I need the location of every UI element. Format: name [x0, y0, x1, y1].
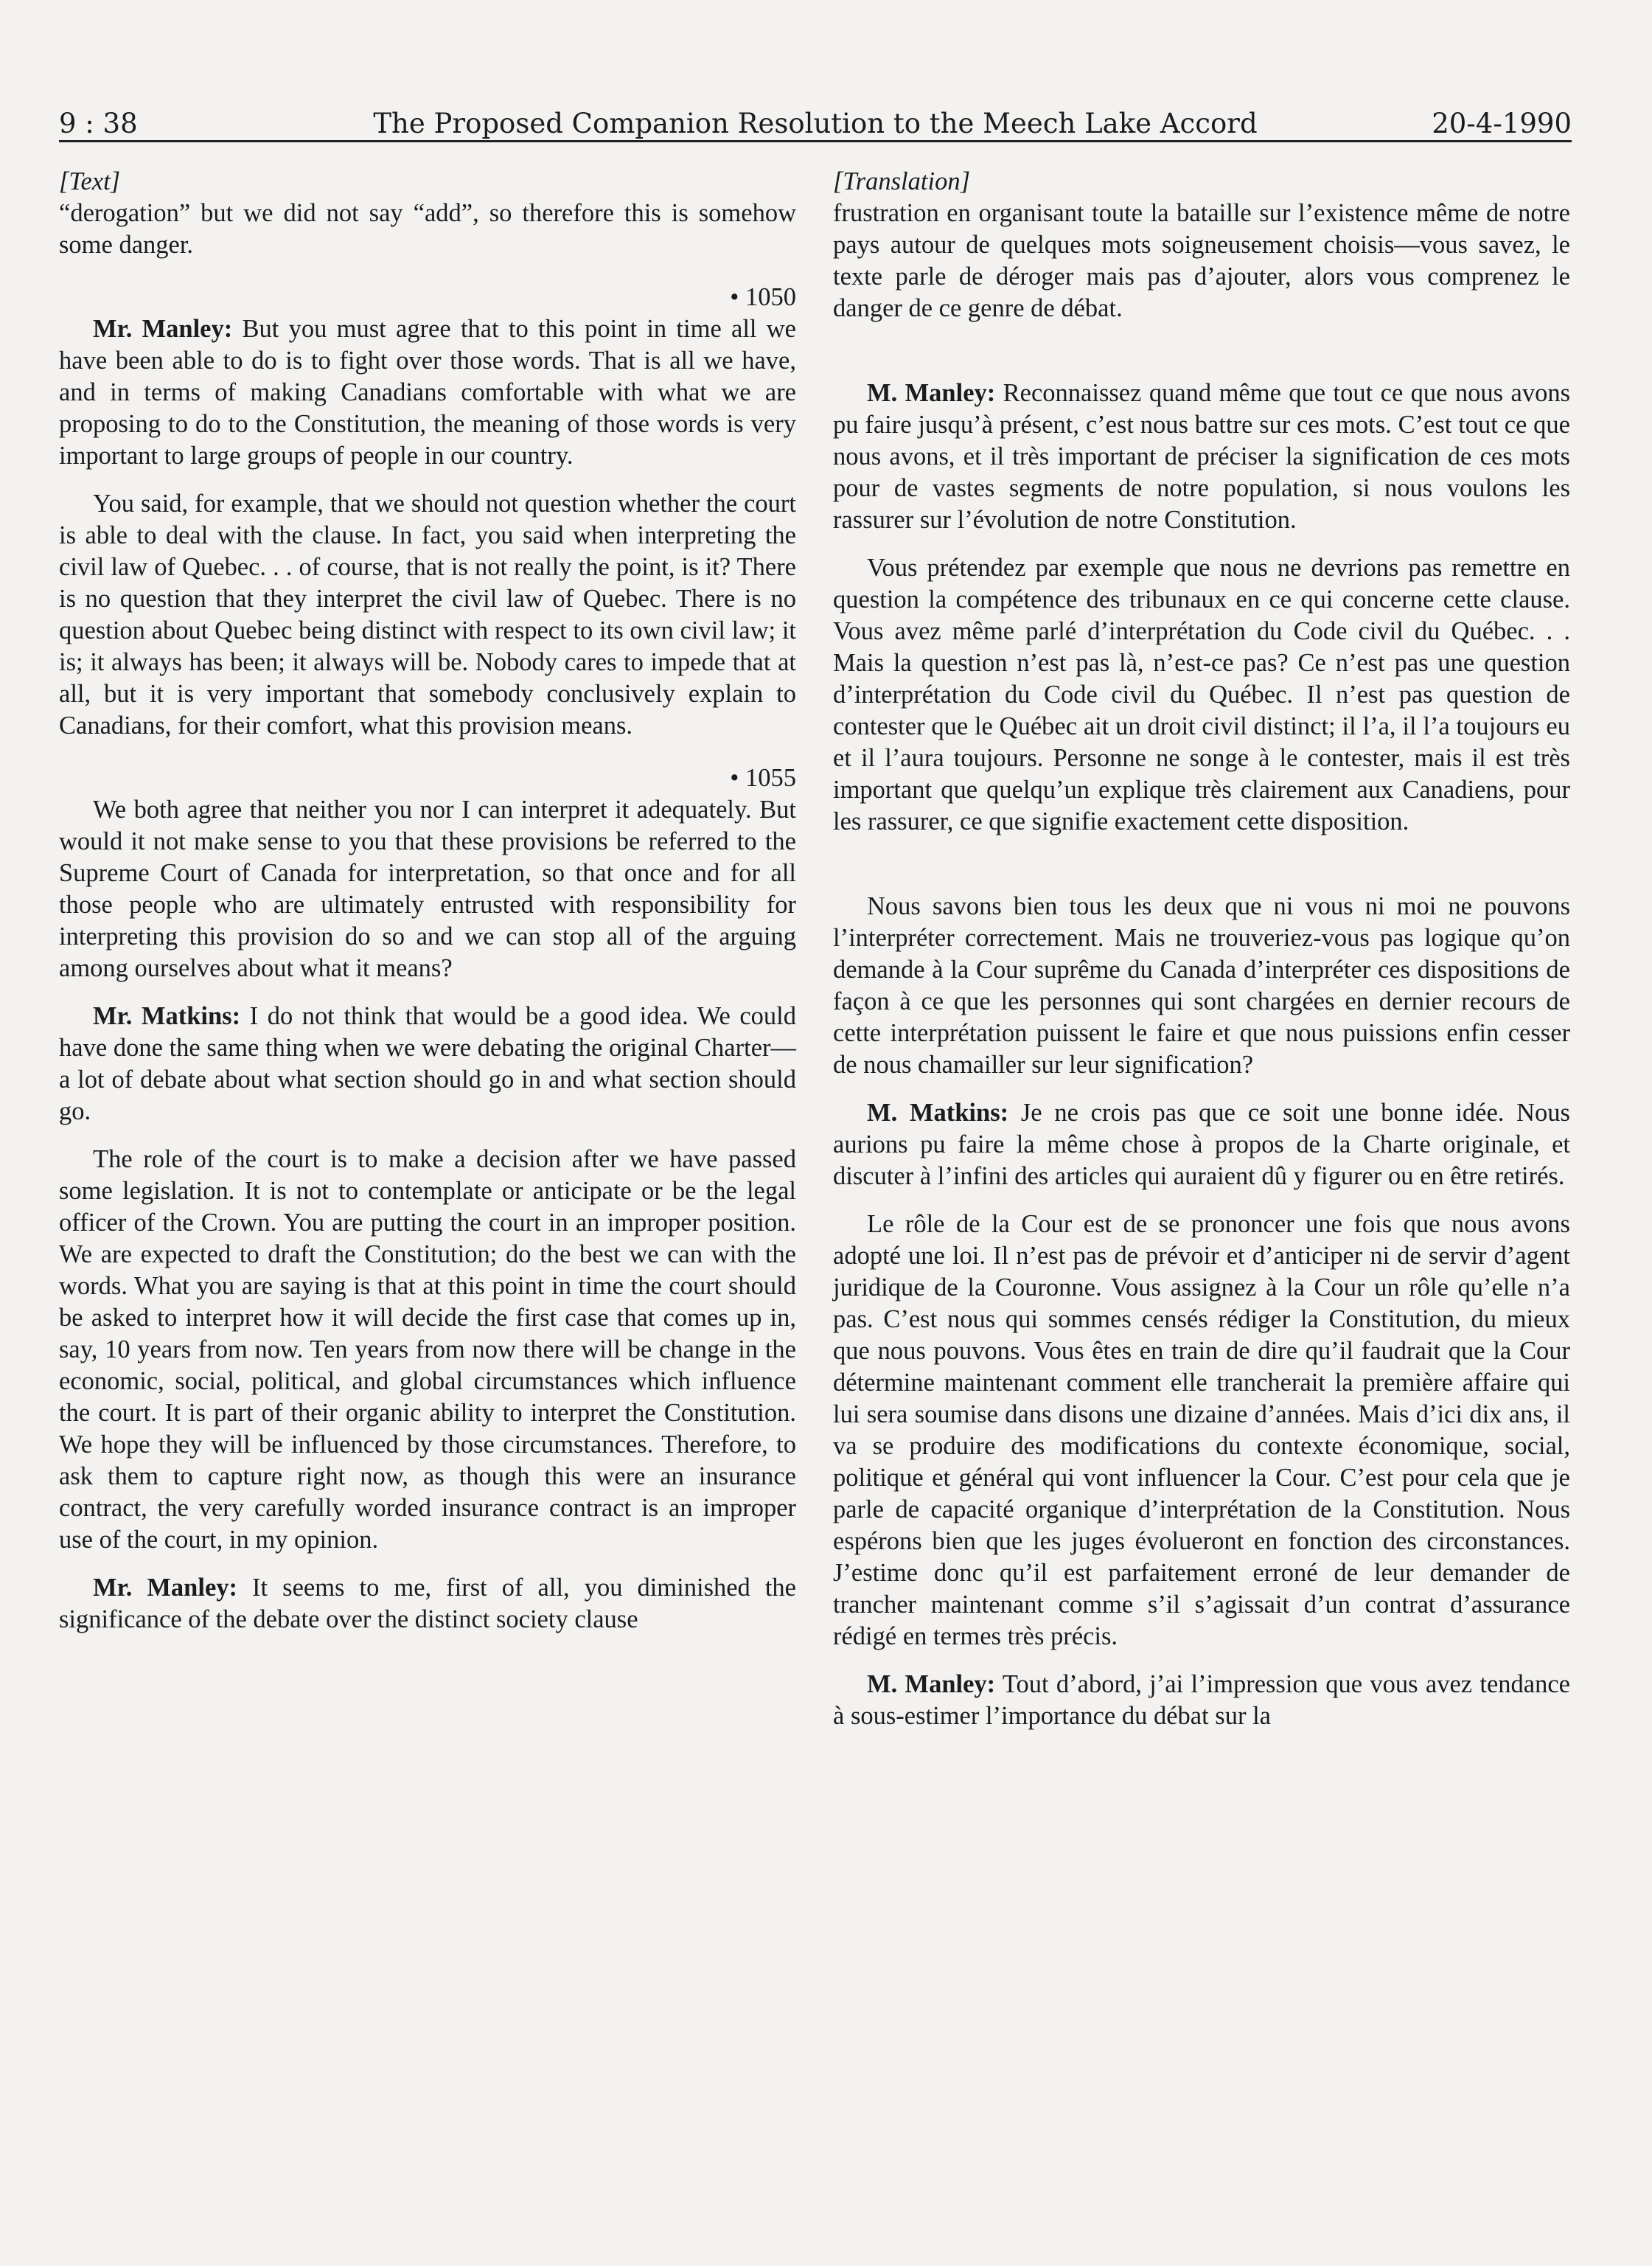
timestamp: • 1050	[730, 283, 796, 311]
french-column	[833, 166, 1570, 1748]
paragraph	[833, 378, 1570, 536]
text-label: [Text]	[59, 167, 121, 195]
paragraph: Vous prétendez par exemple que nous ne devrions pas remettre en question la compétence des tribunaux en ce qui concerne cette clause. Vous avez même parlé d’interprétation du Code civil du Québec. . . Mais la question n’est pas là, n’est-ce pas? Ce n’est pas une question d’interprétation du Code civil du Québec. Il n’est pas question de contester que le Québec ait un droit civil distinct; il l’a, il l’a toujours eu et il l’aura toujours. Personne ne songe à le contester, mais il est très important que quelqu’un explique très clairement aux Canadiens, pour les rassurer, ce que signifie exactement cette disposition.	[833, 554, 1570, 835]
speech-text: But you must agree that to this point in time all we have been able to do is to fight over those words. That is all we have, and in terms of making Canadians comfortable with what we are proposing to do to the Constitution, the meaning of those words is very important to large groups of people in our country.	[59, 315, 796, 470]
paragraph	[833, 1097, 1570, 1192]
paragraph: Le rôle de la Cour est de se prononcer une fois que nous avons adopté une loi. Il n’est pas de prévoir et d’anticiper ni de servir d’agent juridique de la Couronne. Vous assignez à la Cour un rôle qu’elle n’a pas. C’est nous qui sommes censés rédiger la Constitution, du mieux que nous pouvons. Vous êtes en train de dire qu’il faudrait que la Cour détermine maintenant comment elle trancherait la première affaire qui lui sera soumise dans disons une dizaine d’années. Mais d’ici dix ans, il va se produire des modifications du contexte économique, social, politique et général qui vont influencer la Cour. C’est pour cela que je parle de capacité organique d’interprétation de la Constitution. Nous espérons bien que les juges évolueront en fonction des circonstances. J’estime donc qu’il est parfaitement erroné de leur demander de trancher maintenant comme s’il s’agissait d’un contrat d’assurance rédigé en termes très précis.	[833, 1210, 1570, 1650]
paragraph: The role of the court is to make a decision after we have passed some legislation. It is not to contemplate or anticipate or be the legal officer of the Crown. You are putting the court in an improper position. We are expected to draft the Constitution; do the best we can with the words. What you are saying is that at this point in time the court should be asked to interpret how it will decide the first case that comes up in, say, 10 years from now. Ten years from now there will be change in the economic, social, political, and global circumstances which influence the court. It is part of their organic ability to interpret the Constitution. We hope they will be influenced by those circumstances. Therefore, to ask them to capture right now, as though this were an insurance contract, the very carefully worded insurance contract is an improper use of the court, in my opinion.	[59, 1145, 796, 1554]
paragraph	[59, 1572, 796, 1636]
speech-text: It seems to me, first of all, you diminished the significance of the debate over the distinct society clause	[59, 1574, 796, 1633]
paragraph: You said, for example, that we should not question whether the court is able to deal with the clause. In fact, you said when interpreting the civil law of Quebec. . . of course, that is not really the point, is it? There is no question that they interpret the civil law of Quebec. There is no question about Quebec being distinct with respect to its own civil law; it is; it always has been; it always will be. Nobody cares to impede that at all, but it is very important that somebody conclusively explain to Canadians, for their comfort, what this provision means.	[59, 490, 796, 740]
speech-text: I do not think that would be a good idea. We could have done the same thing when we were debating the original Charter—a lot of debate about what section should go in and what section should go.	[59, 1002, 797, 1125]
page-title: The Proposed Companion Resolution to the Meech Lake Accord	[373, 108, 1258, 139]
paragraph: Nous savons bien tous les deux que ni vous ni moi ne pouvons l’interpréter correctement. Mais ne trouveriez-vous pas logique qu’on demande à la Cour suprême du Canada d’interpréter ces dispositions de façon à ce que les personnes qui sont chargées en dernier recours de cette interprétation puissent le faire et que nous puissions enfin cesser de nous chamailler sur leur signification?	[833, 892, 1570, 1079]
page-number: 9 : 38	[59, 108, 138, 139]
speaker-name: Mr. Matkins:	[93, 1002, 241, 1030]
paragraph: frustration en organisant toute la bataille sur l’existence même de notre pays autour de quelques mots soigneusement choisis—vous savez, le texte parle de déroger mais pas d’ajouter, alors vous comprenez le danger de ce genre de débat.	[833, 199, 1570, 322]
paragraph: “derogation” but we did not say “add”, so therefore this is somehow some danger.	[59, 199, 796, 259]
speech-text: Tout d’abord, j’ai l’impression que vous avez tendance à sous-estimer l’importance du débat sur la	[833, 1670, 1571, 1730]
speaker-name: Mr. Manley:	[93, 1574, 238, 1602]
header-rule	[59, 140, 1572, 142]
speaker-name: M. Manley:	[867, 379, 996, 407]
paragraph	[833, 1669, 1570, 1732]
speech-text: Je ne crois pas que ce soit une bonne idée. Nous aurions pu faire la même chose à propos de la Charte originale, et discuter à l’infini des articles qui auraient dû y figurer ou en être retirés.	[833, 1099, 1570, 1190]
paragraph	[59, 1001, 796, 1127]
speech-text: Reconnaissez quand même que tout ce que nous avons pu faire jusqu’à présent, c’est nous battre sur ces mots. C’est tout ce que nous avons, et il très important de préciser la signification de ces mots pour de vastes segments de notre population, si nous voulons les rassurer sur l’évolution de notre Constitution.	[833, 379, 1570, 534]
speaker-name: M. Manley:	[867, 1670, 996, 1698]
paragraph: We both agree that neither you nor I can interpret it adequately. But would it not make sense to you that these provisions be referred to the Supreme Court of Canada for interpretation, so that once and for all those people who are ultimately entrusted with responsibility for interpreting this provision do so and we can stop all of the arguing among ourselves about what it means?	[59, 796, 796, 982]
timestamp: • 1055	[730, 764, 796, 792]
paragraph	[59, 313, 796, 472]
speaker-name: M. Matkins:	[867, 1099, 1009, 1127]
english-column	[59, 166, 796, 1652]
page-date: 20-4-1990	[1432, 108, 1572, 139]
speaker-name: Mr. Manley:	[93, 315, 233, 343]
page-header	[59, 103, 1572, 145]
translation-label: [Translation]	[833, 167, 970, 195]
